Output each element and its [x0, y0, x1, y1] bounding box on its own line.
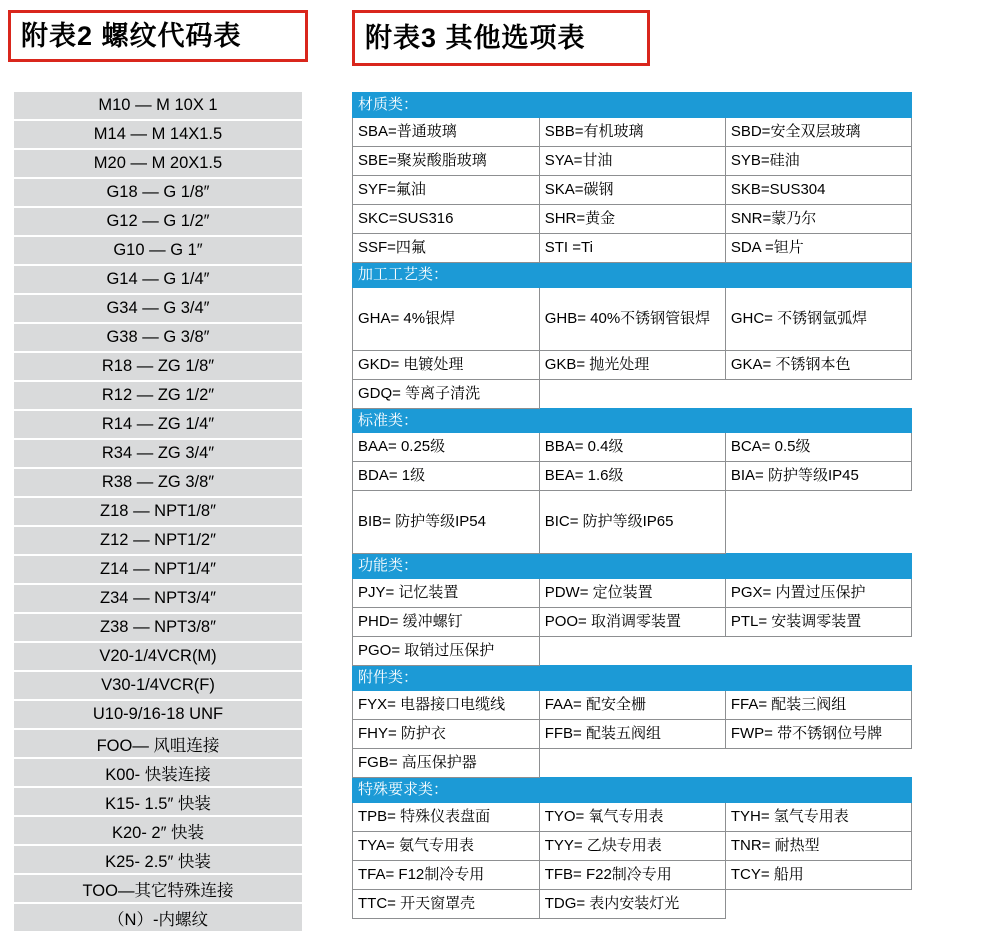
thread-code-cell: U10-9/16-18 UNF [14, 700, 302, 729]
table-row [353, 117, 912, 146]
table-row [14, 323, 302, 352]
option-cell: TNR= 耐热型 [725, 831, 911, 860]
thread-code-cell: G10 — G 1″ [14, 236, 302, 265]
table-row [14, 555, 302, 584]
empty-cell [725, 889, 911, 918]
table-row [14, 178, 302, 207]
option-cell: PHD= 缓冲螺钉 [353, 608, 540, 637]
option-cell: PGX= 内置过压保护 [725, 579, 911, 608]
thread-code-cell: G38 — G 3/8″ [14, 323, 302, 352]
option-cell: BCA= 0.5级 [725, 433, 911, 462]
option-cell: BIC= 防护等级IP65 [539, 491, 725, 554]
thread-code-cell: K25- 2.5″ 快装 [14, 845, 302, 874]
option-cell: POO= 取消调零装置 [539, 608, 725, 637]
thread-code-cell: （N）-内螺纹 [14, 903, 302, 932]
option-cell: TPB= 特殊仪表盘面 [353, 802, 540, 831]
option-cell: STI =Ti [539, 233, 725, 262]
option-cell: SKB=SUS304 [725, 175, 911, 204]
thread-code-cell: K15- 1.5″ 快装 [14, 787, 302, 816]
option-cell: SYF=氟油 [353, 175, 540, 204]
table-row [14, 642, 302, 671]
section-header-label: 标准类： [353, 408, 912, 433]
thread-code-cell: G34 — G 3/4″ [14, 294, 302, 323]
section-header-label: 加工工艺类： [353, 262, 912, 287]
table-row [14, 845, 302, 874]
thread-code-cell: Z38 — NPT3/8″ [14, 613, 302, 642]
table-row [14, 236, 302, 265]
table-row [353, 802, 912, 831]
option-cell: GHA= 4%银焊 [353, 287, 540, 350]
thread-code-cell: R34 — ZG 3/4″ [14, 439, 302, 468]
option-cell: BDA= 1级 [353, 462, 540, 491]
table-row [14, 120, 302, 149]
option-cell: TCY= 船用 [725, 860, 911, 889]
thread-code-cell: M14 — M 14X1.5 [14, 120, 302, 149]
appendix3-title: 附表3 其他选项表 [365, 22, 586, 53]
section-header-row [353, 408, 912, 433]
table-row [14, 92, 302, 120]
table-row [14, 207, 302, 236]
other-options-table-body [353, 93, 912, 919]
thread-code-cell: Z12 — NPT1/2″ [14, 526, 302, 555]
option-cell: SHR=黄金 [539, 204, 725, 233]
option-cell: TFB= F22制冷专用 [539, 860, 725, 889]
table-row [14, 526, 302, 555]
table-row [14, 439, 302, 468]
option-cell: GDQ= 等离子清洗 [353, 379, 540, 408]
table-row [353, 462, 912, 491]
option-cell: GKA= 不锈钢本色 [725, 350, 911, 379]
option-cell: SSF=四氟 [353, 233, 540, 262]
option-cell: FFA= 配装三阀组 [725, 690, 911, 719]
option-cell: PDW= 定位装置 [539, 579, 725, 608]
table-row [14, 613, 302, 642]
thread-code-cell: Z18 — NPT1/8″ [14, 497, 302, 526]
option-cell: SBB=有机玻璃 [539, 117, 725, 146]
option-cell: PTL= 安装调零装置 [725, 608, 911, 637]
section-header-label: 特殊要求类： [353, 777, 912, 802]
thread-code-cell: Z14 — NPT1/4″ [14, 555, 302, 584]
section-header-row [353, 666, 912, 691]
empty-cell [539, 637, 911, 666]
thread-code-table-body [14, 92, 302, 932]
appendix2-title: 附表2 螺纹代码表 [21, 20, 242, 51]
thread-code-cell: Z34 — NPT3/4″ [14, 584, 302, 613]
option-cell: PGO= 取销过压保护 [353, 637, 540, 666]
thread-code-cell: G12 — G 1/2″ [14, 207, 302, 236]
table-row [353, 690, 912, 719]
thread-code-cell: R38 — ZG 3/8″ [14, 468, 302, 497]
table-row [14, 671, 302, 700]
option-cell: TDG= 表内安装灯光 [539, 889, 725, 918]
option-cell: SYA=甘油 [539, 146, 725, 175]
thread-code-cell: FOO— 风咀连接 [14, 729, 302, 758]
option-cell: FAA= 配安全栅 [539, 690, 725, 719]
table-row [353, 146, 912, 175]
option-cell: SBD=安全双层玻璃 [725, 117, 911, 146]
table-row [353, 831, 912, 860]
option-cell: BEA= 1.6级 [539, 462, 725, 491]
option-cell: SDA =钽片 [725, 233, 911, 262]
thread-code-cell: V20-1/4VCR(M) [14, 642, 302, 671]
section-header-row [353, 93, 912, 118]
option-cell: FWP= 带不锈钢位号牌 [725, 719, 911, 748]
table-row [14, 265, 302, 294]
section-header-label: 附件类： [353, 666, 912, 691]
table-row [353, 860, 912, 889]
table-row [353, 350, 912, 379]
section-header-label: 材质类： [353, 93, 912, 118]
option-cell: GKD= 电镀处理 [353, 350, 540, 379]
option-cell: TYH= 氢气专用表 [725, 802, 911, 831]
option-cell: TYA= 氨气专用表 [353, 831, 540, 860]
option-cell: FHY= 防护衣 [353, 719, 540, 748]
option-cell: GKB= 抛光处理 [539, 350, 725, 379]
option-cell: TFA= F12制冷专用 [353, 860, 540, 889]
section-header-label: 功能类： [353, 554, 912, 579]
option-cell: BIA= 防护等级IP45 [725, 462, 911, 491]
option-cell: SBE=聚炭酸脂玻璃 [353, 146, 540, 175]
table-row [14, 468, 302, 497]
empty-cell [539, 748, 911, 777]
option-cell: TYO= 氧气专用表 [539, 802, 725, 831]
table-row [14, 700, 302, 729]
thread-code-cell: G18 — G 1/8″ [14, 178, 302, 207]
option-cell: PJY= 记忆装置 [353, 579, 540, 608]
table-row [14, 381, 302, 410]
table-row [353, 719, 912, 748]
empty-cell [539, 379, 911, 408]
option-cell: SYB=硅油 [725, 146, 911, 175]
section-header-row [353, 262, 912, 287]
table-row [353, 608, 912, 637]
option-cell: BIB= 防护等级IP54 [353, 491, 540, 554]
table-row [353, 889, 912, 918]
table-row [353, 748, 912, 777]
table-row [353, 637, 912, 666]
thread-code-cell: K20- 2″ 快装 [14, 816, 302, 845]
thread-code-cell: R14 — ZG 1/4″ [14, 410, 302, 439]
section-header-row [353, 777, 912, 802]
table-row [14, 903, 302, 932]
table-row [353, 433, 912, 462]
other-options-table [352, 92, 912, 919]
table-row [14, 874, 302, 903]
empty-cell [725, 491, 911, 554]
table-row [14, 149, 302, 178]
table-row [353, 579, 912, 608]
option-cell: GHB= 40%不锈钢管银焊 [539, 287, 725, 350]
thread-code-cell: V30-1/4VCR(F) [14, 671, 302, 700]
thread-code-cell: R18 — ZG 1/8″ [14, 352, 302, 381]
table-row [353, 287, 912, 350]
option-cell: GHC= 不锈钢氩弧焊 [725, 287, 911, 350]
section-header-row [353, 554, 912, 579]
table-row [14, 787, 302, 816]
thread-code-cell: M10 — M 10X 1 [14, 92, 302, 120]
table-row [14, 294, 302, 323]
table-row [353, 491, 912, 554]
option-cell: FFB= 配装五阀组 [539, 719, 725, 748]
table-row [353, 175, 912, 204]
table-row [14, 816, 302, 845]
appendix2-title-box [8, 10, 308, 62]
table-row [14, 758, 302, 787]
table-row [353, 233, 912, 262]
table-row [14, 729, 302, 758]
appendix3-title-box [352, 10, 650, 66]
option-cell: SKA=碳钢 [539, 175, 725, 204]
table-row [14, 584, 302, 613]
option-cell: SBA=普通玻璃 [353, 117, 540, 146]
option-cell: SNR=蒙乃尔 [725, 204, 911, 233]
thread-code-cell: TOO—其它特殊连接 [14, 874, 302, 903]
option-cell: FGB= 高压保护器 [353, 748, 540, 777]
table-row [353, 379, 912, 408]
option-cell: FYX= 电器接口电缆线 [353, 690, 540, 719]
option-cell: TYY= 乙炔专用表 [539, 831, 725, 860]
option-cell: TTC= 开天窗罩壳 [353, 889, 540, 918]
thread-code-cell: M20 — M 20X1.5 [14, 149, 302, 178]
option-cell: SKC=SUS316 [353, 204, 540, 233]
table-row [14, 497, 302, 526]
table-row [14, 410, 302, 439]
table-row [14, 352, 302, 381]
thread-code-cell: K00- 快装连接 [14, 758, 302, 787]
thread-code-cell: R12 — ZG 1/2″ [14, 381, 302, 410]
option-cell: BAA= 0.25级 [353, 433, 540, 462]
thread-code-table [14, 92, 302, 933]
option-cell: BBA= 0.4级 [539, 433, 725, 462]
table-row [353, 204, 912, 233]
thread-code-cell: G14 — G 1/4″ [14, 265, 302, 294]
